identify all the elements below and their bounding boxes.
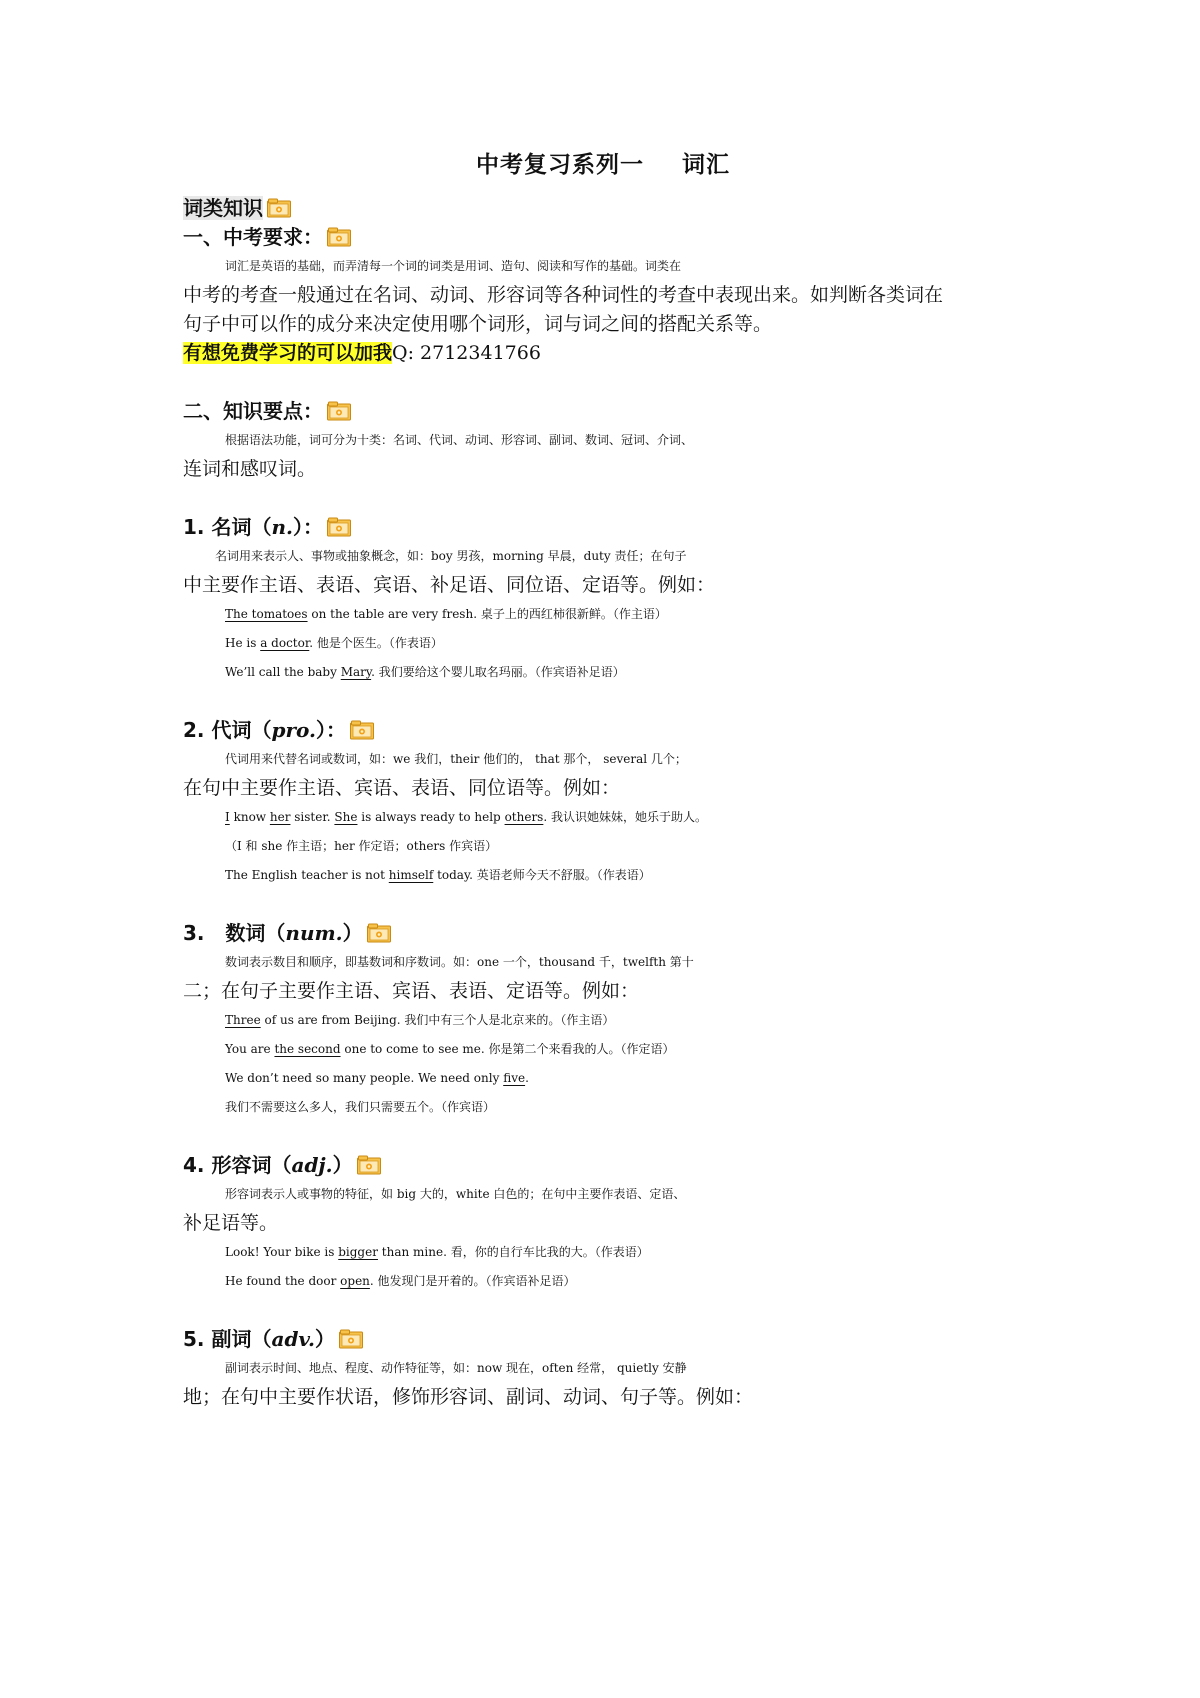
folder-icon[interactable] <box>367 923 391 943</box>
example-line: You are the second one to come to see me. 你是第二个来看我的人。（作定语） <box>225 1042 675 1056</box>
paragraph-line: 形容词表示人或事物的特征，如 big 大的，white 白色的；在句中主要作表语、定语、 <box>225 1187 686 1201</box>
promo-line <box>183 337 1023 369</box>
paragraph-line: 句子中可以作的成分来决定使用哪个词形，词与词之间的搭配关系等。 <box>183 313 773 335</box>
example-line: 我们不需要这么多人，我们只需要五个。（作宾语） <box>225 1100 496 1114</box>
example-line: The tomatoes on the table are very fresh. 桌子上的西红柿很新鲜。（作主语） <box>225 607 667 621</box>
heading-key-points: 二、知识要点： <box>183 395 1023 427</box>
title-part1: 中考复习系列一 <box>476 152 644 178</box>
folder-icon[interactable] <box>327 517 351 537</box>
heading-requirements: 一、中考要求： <box>183 221 1023 253</box>
example-line: Look! Your bike is bigger than mine. 看，你的自行车比我的大。（作表语） <box>225 1245 649 1259</box>
folder-icon[interactable] <box>327 227 351 247</box>
paragraph-line: 名词用来表示人、事物或抽象概念，如：boy 男孩，morning 早晨，duty 责任；在句子 <box>215 549 687 563</box>
paragraph-line: 根据语法功能，词可分为十类：名词、代词、动词、形容词、副词、数词、冠词、介词、 <box>225 433 694 447</box>
heading-noun: 1. 名词（n.）： <box>183 511 1023 543</box>
paragraph-line: 二；在句子主要作主语、宾语、表语、定语等。例如： <box>183 980 640 1002</box>
paragraph-line: 补足语等。 <box>183 1212 279 1234</box>
paragraph-line: 代词用来代替名词或数词，如：we 我们，their 他们的， that 那个， several 几个； <box>225 752 687 766</box>
paragraph-line: 中考的考查一般通过在名词、动词、形容词等各种词性的考查中表现出来。如判断各类词在 <box>183 284 944 306</box>
example-line: He is a doctor. 他是个医生。（作表语） <box>225 636 443 650</box>
paragraph-line: 中主要作主语、表语、宾语、补足语、同位语、定语等。例如： <box>183 574 716 596</box>
page-title <box>183 146 1023 179</box>
example-line: He found the door open. 他发现门是开着的。（作宾语补足语） <box>225 1274 576 1288</box>
example-line: We don’t need so many people. We need only five. <box>225 1071 529 1085</box>
example-line: Three of us are from Beijing. 我们中有三个人是北京来的。（作主语） <box>225 1013 615 1027</box>
heading-numeral: 3. 数词（num.） <box>183 917 1023 949</box>
folder-icon[interactable] <box>350 720 374 740</box>
heading-pronoun: 2. 代词（pro.）： <box>183 714 1023 746</box>
paragraph-line: 地；在句中主要作状语，修饰形容词、副词、动词、句子等。例如： <box>183 1386 754 1408</box>
section-label: 词类知识 <box>183 192 1023 224</box>
paragraph-line: 副词表示时间、地点、程度、动作特征等，如：now 现在，often 经常， quietly 安静 <box>225 1361 687 1375</box>
folder-icon[interactable] <box>339 1329 363 1349</box>
paragraph-line: 连词和感叹词。 <box>183 458 317 480</box>
folder-icon[interactable] <box>357 1155 381 1175</box>
promo-contact: Q: 2712341766 <box>392 342 541 364</box>
folder-icon[interactable] <box>327 401 351 421</box>
example-note: （I 和 she 作主语；her 作定语；others 作宾语） <box>225 839 498 853</box>
heading-adverb: 5. 副词（adv.） <box>183 1323 1023 1355</box>
folder-icon[interactable] <box>267 198 291 218</box>
heading-adjective: 4. 形容词（adj.） <box>183 1149 1023 1181</box>
title-part2: 词汇 <box>682 152 730 178</box>
example-line: We’ll call the baby Mary. 我们要给这个婴儿取名玛丽。（作宾语补足语） <box>225 665 625 679</box>
paragraph-line: 词汇是英语的基础，而弄清每一个词的词类是用词、造句、阅读和写作的基础。词类在 <box>225 259 682 273</box>
example-line: I know her sister. She is always ready to help others. 我认识她妹妹，她乐于助人。 <box>225 810 707 824</box>
paragraph-line: 数词表示数目和顺序，即基数词和序数词。如：one 一个，thousand 千，twelfth 第十 <box>225 955 694 969</box>
example-line: The English teacher is not himself today. 英语老师今天不舒服。（作表语） <box>225 868 651 882</box>
promo-highlight: 有想免费学习的可以加我 <box>183 342 393 364</box>
paragraph-line: 在句中主要作主语、宾语、表语、同位语等。例如： <box>183 777 621 799</box>
